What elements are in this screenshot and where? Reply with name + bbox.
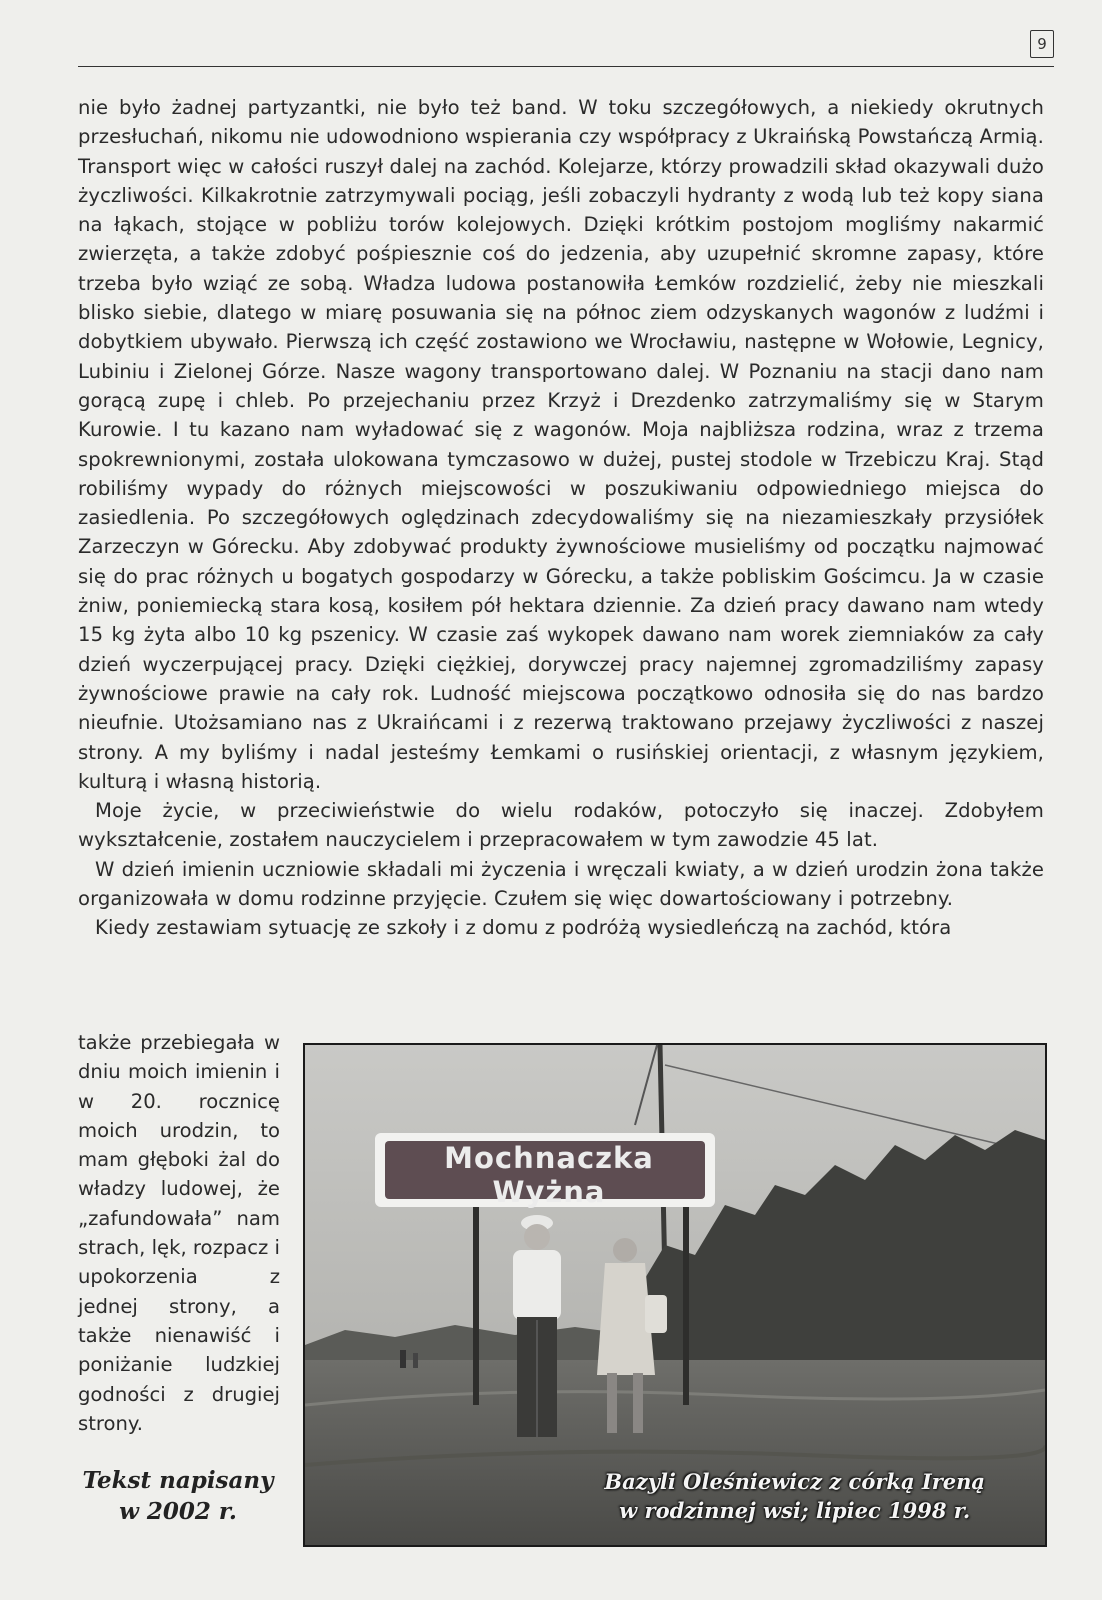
body-text (78, 93, 1044, 943)
page-number: 9 (1030, 30, 1054, 58)
author-note (78, 1465, 278, 1527)
paragraph-3: W dzień imienin uczniowie składali mi życzenia i wręczali kwiaty, a w dzień urodzin żona także organizowała w domu rodzinne przyjęcie. Czułem się więc dowartościowany i potrzebny. (78, 857, 1044, 911)
header-rule (78, 66, 1054, 67)
paragraph-4: Kiedy zestawiam sytuację ze szkoły i z domu z podróżą wysiedleńczą na zachód, która (95, 916, 952, 940)
photo-caption-line1: Bazyli Oleśniewicz z córką Ireną (604, 1469, 985, 1494)
photo (303, 1043, 1047, 1547)
sign-text: Mochnaczka Wyżna (444, 1141, 654, 1209)
photo-caption (305, 1467, 1045, 1525)
photo-caption-line2: w rodzinnej wsi; lipiec 1998 r. (619, 1498, 971, 1523)
author-note-line1: Tekst napisany (82, 1467, 274, 1494)
paragraph-1: nie było żadnej partyzantki, nie było też band. W toku szczegółowych, a niekiedy okrutnych przesłuchań, nikomu nie udowodniono wspierania czy współpracy z Ukraińską Powstańczą Armią. Transport więc w całości ruszył dalej na zachód. Kolejarze, którzy prowadzili skład okazywali dużo życzliwości. Kilkakrotnie zatrzymywali pociąg, jeśli zobaczyli hydranty z wodą lub też kopy siana na łąkach, stojące w pobliżu torów kolejowych. Dzięki krótkim postojom mogliśmy nakarmić zwierzęta, a także zdobyć pośpiesznie coś do jedzenia, aby uzupełnić skromne zapasy, które trzeba było wziąć ze sobą. Władza ludowa postanowiła Łemków rozdzielić, żeby nie mieszkali blisko siebie, dlatego w miarę posuwania się na północ ziem odzyskanych wagonów z ludźmi i dobytkiem ubywało. Pierwszą ich część zostawiono we Wrocławiu, następne w Wołowie, Legnicy, Lubiniu i Zielonej Górze. Nasze wagony transportowano dalej. W Poznaniu na stacji dano nam gorącą zupę i chleb. Po przejechaniu przez Krzyż i Drezdenko zatrzymaliśmy się w Starym Kurowie. I tu kazano nam wyładować się z wagonów. Moja najbliższa rodzina, wraz z trzema spokrewnionymi, została ulokowana tymczasowo w dużej, pustej stodole w Trzebiczu Kraj. Stąd robiliśmy wypady do różnych miejscowości w poszukiwaniu odpowiedniego miejsca do zasiedlenia. Po szczegółowych oględzinach zdecydowaliśmy się na niezamieszkały przysiółek Zarzeczyn w Górecku. Aby zdobywać produkty żywnościowe musieliśmy od początku najmować się do prac różnych u bogatych gospodarzy w Górecku, a także pobliskim Gościmcu. Ja w czasie żniw, poniemiecką stara kosą, kosiłem pół hektara dziennie. Za dzień pracy dawano nam wtedy 15 kg żyta albo 10 kg pszenicy. W czasie zaś wykopek dawano nam worek ziemniaków za cały dzień wyczerpującej pracy. Dzięki ciężkiej, dorywczej pracy najemnej zgromadziliśmy zapasy żywnościowe prawie na cały rok. Ludność miejscowa początkowo odnosiła się do nas bardzo nieufnie. Utożsamiano nas z Ukraińcami i z rezerwą traktowano przejawy życzliwości z naszej strony. A my byliśmy i nadal jesteśmy Łemkami o rusińskiej orientacji, z własnym językiem, kulturą i własną historią. (78, 96, 1044, 793)
paragraph-2: Moje życie, w przeciwieństwie do wielu rodaków, potoczyło się inaczej. Zdobyłem wykształcenie, zostałem nauczycielem i przepracowałem w tym zawodzie 45 lat. (78, 799, 1044, 852)
author-note-line2: w 2002 r. (119, 1498, 237, 1525)
narrow-column-text: także przebiegała w dniu moich imienin i w 20. rocznicę moich urodzin, to mam głęboki żal do władzy ludowej, że „zafundowała” nam strach, lęk, rozpacz i upokorzenia z jednej strony, a także nienawiść i poniżanie ludzkiej godności z drugiej strony. (78, 1031, 280, 1435)
